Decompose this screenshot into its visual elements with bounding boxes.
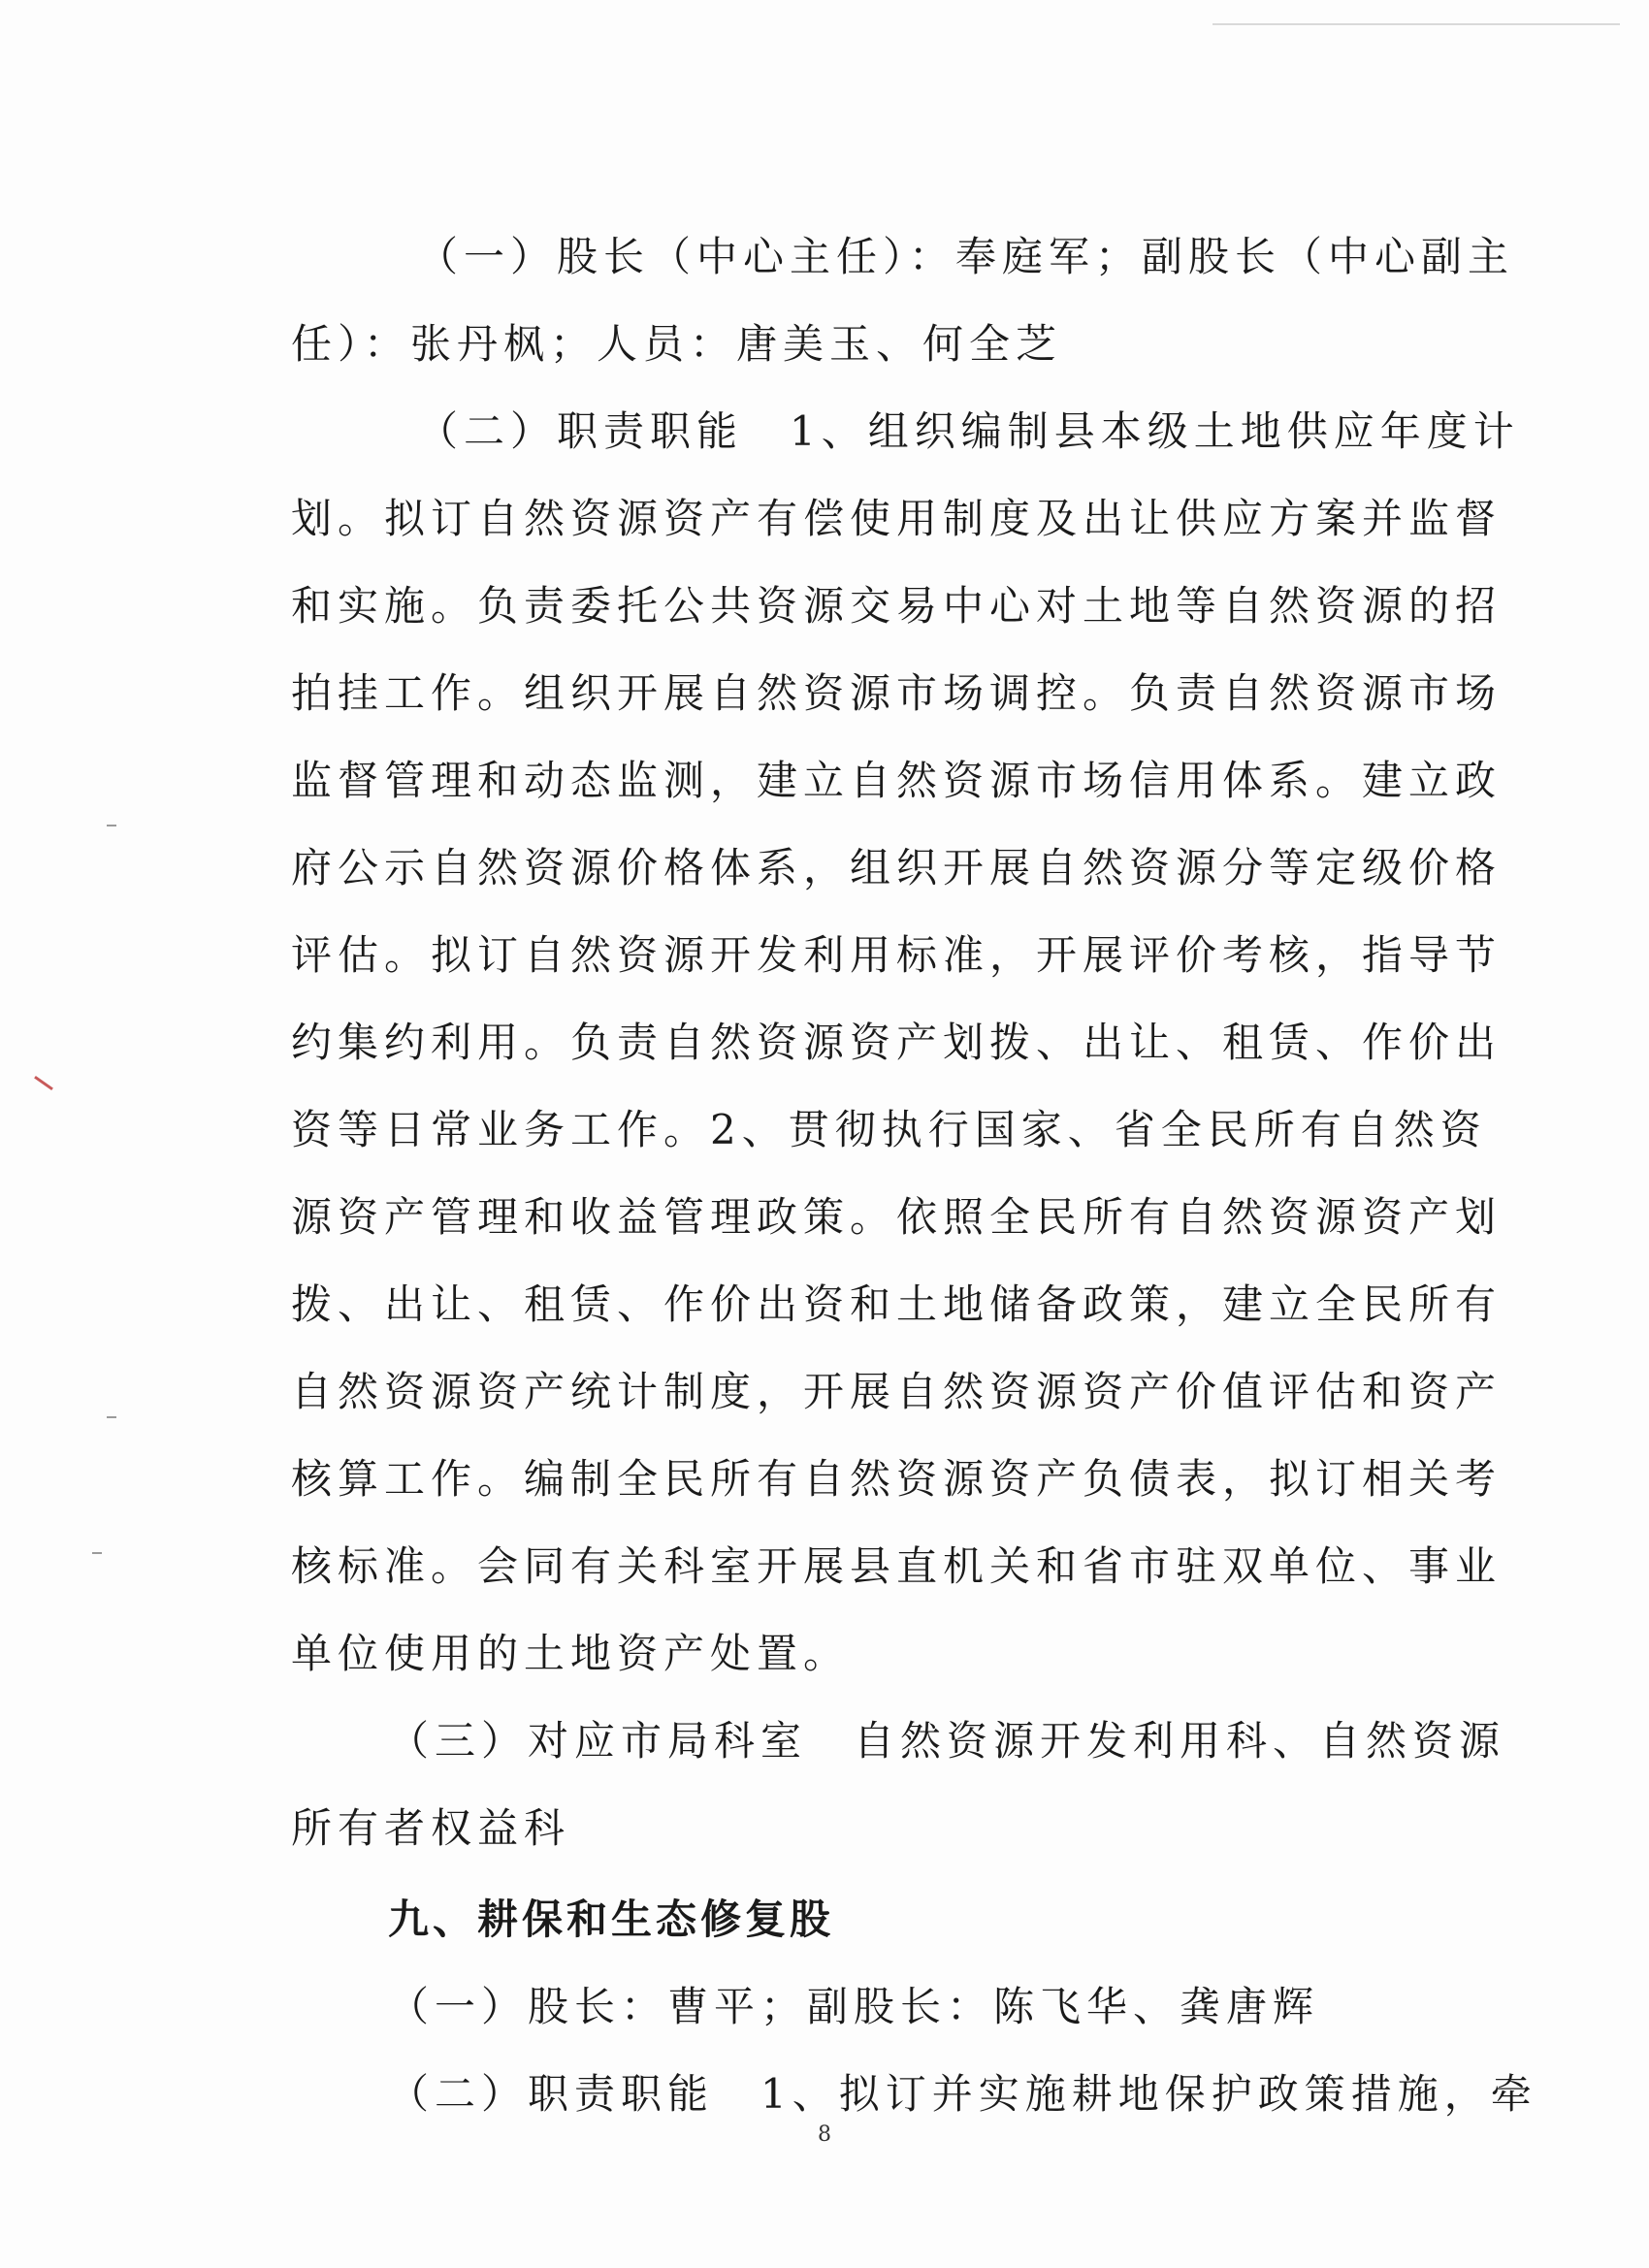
section-eight-duties-line: 核标准。会同有关科室开展县直机关和省市驻双单位、事业	[291, 1542, 1503, 1590]
section-eight-duties-line: 拨、出让、租赁、作价出资和土地储备政策，建立全民所有	[291, 1280, 1503, 1328]
section-nine-duties-text: 1、拟订并实施耕地保护政策措施，牵	[760, 2070, 1537, 2118]
section-eight-duties-line: 资等日常业务工作。2、贯彻执行国家、省全民所有自然资	[291, 1106, 1487, 1153]
section-eight-duties-line: 单位使用的土地资产处置。	[291, 1630, 851, 1677]
scan-artifact-line	[1212, 23, 1620, 25]
page-number: 8	[818, 2122, 831, 2147]
section-eight-duties-line: 监督管理和动态监测，建立自然资源市场信用体系。建立政	[291, 757, 1503, 804]
section-eight-duties-label: （二）职责职能	[417, 407, 744, 455]
section-eight-dept-text: 自然资源开发利用科、自然资源	[854, 1717, 1506, 1765]
margin-mark	[92, 1552, 102, 1554]
document-body	[291, 213, 1537, 2138]
section-eight-duties-first-line	[291, 388, 1520, 475]
margin-mark	[107, 1416, 116, 1418]
red-ink-mark	[34, 1076, 53, 1090]
section-eight-dept-line2: 所有者权益科	[291, 1804, 571, 1852]
section-eight-duties-line: 自然资源资产统计制度，开展自然资源资产价值评估和资产	[291, 1368, 1503, 1415]
section-eight-duties-text: 1、组织编制县本级土地供应年度计	[790, 407, 1520, 455]
section-nine-duties-label: （二）职责职能	[388, 2070, 715, 2118]
section-eight-duties-line: 和实施。负责委托公共资源交易中心对土地等自然资源的招	[291, 582, 1503, 630]
section-eight-duties-line: 源资产管理和收益管理政策。依照全民所有自然资源资产划	[291, 1193, 1503, 1241]
section-eight-duties-line: 拍挂工作。组织开展自然资源市场调控。负责自然资源市场	[291, 669, 1503, 717]
section-eight-duties-line: 划。拟订自然资源资产有偿使用制度及出让供应方案并监督	[291, 495, 1503, 542]
section-eight-duties-line: 核算工作。编制全民所有自然资源资产负债表，拟订相关考	[291, 1455, 1503, 1503]
section-nine-heading: 九、耕保和生态修复股	[388, 1895, 835, 1943]
margin-mark	[107, 825, 116, 826]
section-eight-duties-line: 评估。拟订自然资源开发利用标准，开展评价考核，指导节	[291, 931, 1503, 979]
section-eight-dept-label: （三）对应市局科室	[388, 1717, 808, 1765]
section-eight-staff-line1: （一）股长（中心主任）：奉庭军；副股长（中心副主	[417, 233, 1515, 280]
section-eight-staff-line2: 任）：张丹枫；人员：唐美玉、何全芝	[291, 320, 1063, 368]
section-eight-duties-line: 府公示自然资源价格体系，组织开展自然资源分等定级价格	[291, 844, 1503, 891]
section-nine-staff-line: （一）股长：曹平；副股长：陈飞华、龚唐辉	[388, 1983, 1320, 2030]
section-eight-duties-line: 约集约利用。负责自然资源资产划拨、出让、租赁、作价出	[291, 1019, 1503, 1066]
section-eight-dept-line1	[291, 1698, 1506, 1785]
